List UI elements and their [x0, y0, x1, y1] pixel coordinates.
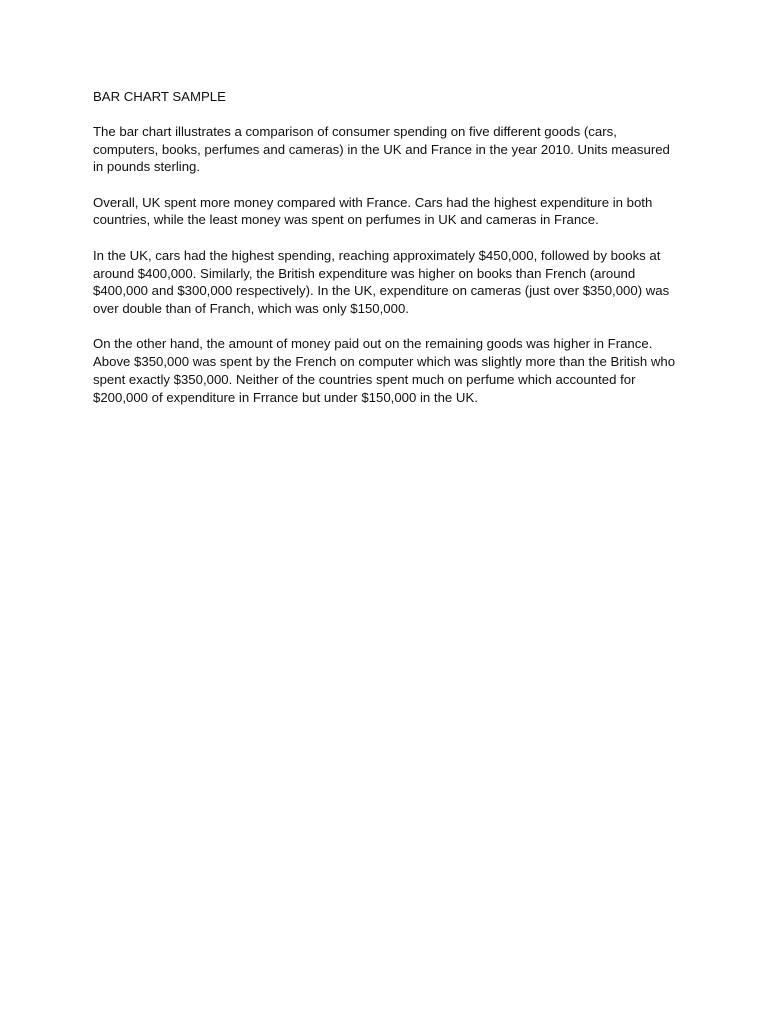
paragraph-introduction: The bar chart illustrates a comparison of consumer spending on five different goods (cars, computers, books, perfumes and cameras) in the UK and France in the year 2010. Units measured in pounds sterling. — [93, 123, 670, 175]
paragraph-overview: Overall, UK spent more money compared with France. Cars had the highest expenditure in both countries, while the least money was spent on perfumes in UK and cameras in France. — [93, 194, 653, 228]
paragraph-uk-details: In the UK, cars had the highest spending, reaching approximately $450,000, followed by books at around $400,000. Similarly, the British expenditure was higher on books than French (around $400,000 and $300,000 respectively). In the UK, expenditure on cameras (just over $350,000) was over double than of Franch, which was only $150,000. — [93, 247, 670, 317]
paragraph-france-details: On the other hand, the amount of money paid out on the remaining goods was higher in France. Above $350,000 was spent by the French on computer which was slightly more than the British who spent exactly $350,000. Neither of the countries spent much on perfume which accounted for $200,000 of expenditure in Frrance but under $150,000 in the UK. — [93, 336, 676, 405]
document-title: BAR CHART SAMPLE — [93, 89, 226, 104]
document-body — [93, 88, 683, 424]
